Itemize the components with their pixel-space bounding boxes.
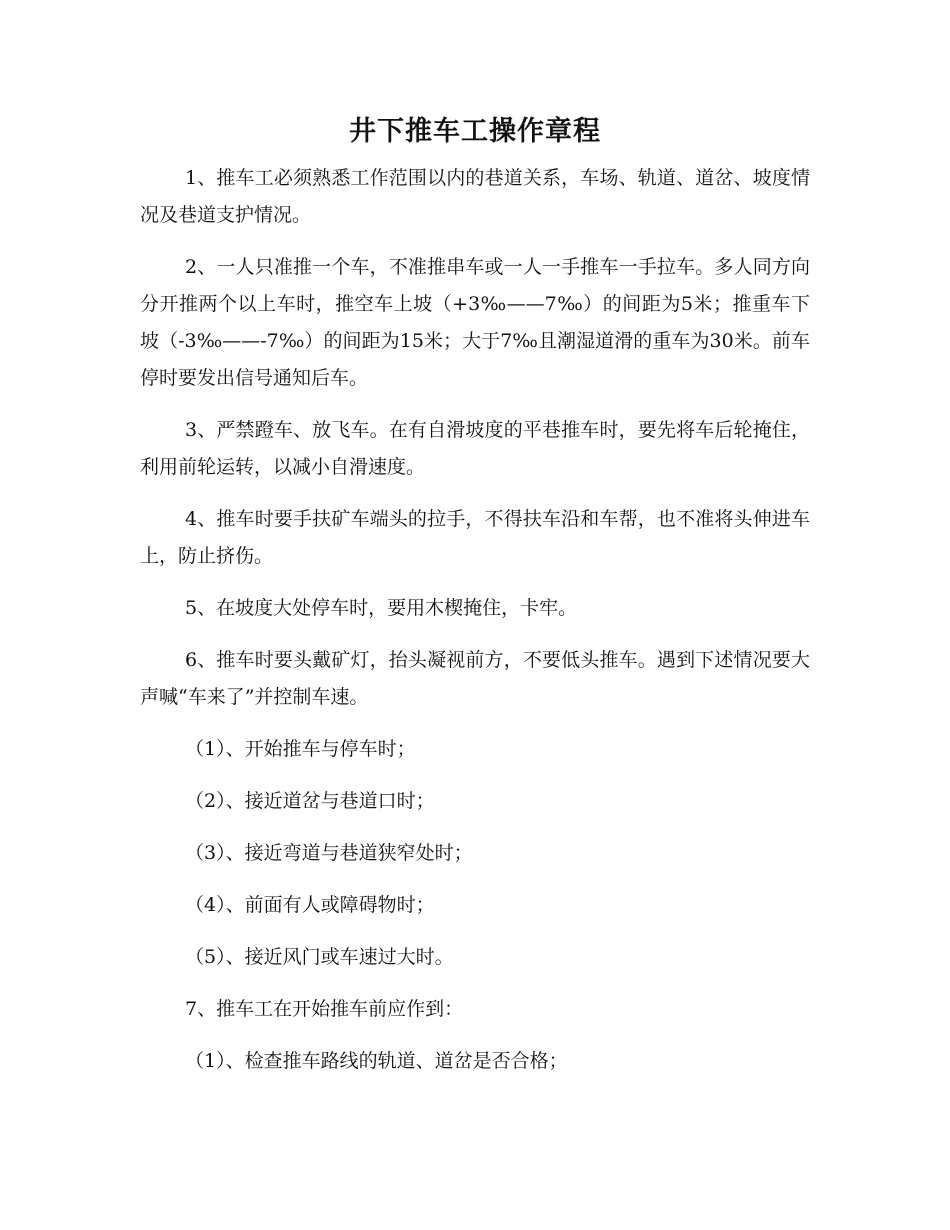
- rule-paragraph-2: 2、一人只准推一个车，不准推串车或一人一手推车一手拉车。多人同方向分开推两个以上车时，推空车上坡（+3‰——7‰）的间距为5米；推重车下坡（-3‰——-7‰）的间距为15米；大于7‰且潮湿道滑的重车为30米。前车停时要发出信号通知后车。: [140, 256, 810, 389]
- rule-paragraph-5: 5、在坡度大处停车时，要用木楔掩住，卡牢。: [185, 597, 578, 619]
- rule-paragraph-1: 1、推车工必须熟悉工作范围以内的巷道关系，车场、轨道、道岔、坡度情况及巷道支护情况。: [140, 167, 810, 226]
- sub-item-6-4: （4）、前面有人或障碍物时；: [185, 894, 435, 916]
- rule-paragraph-4: 4、推车时要手扶矿车端头的拉手，不得扶车沿和车帮，也不准将头伸进车上，防止挤伤。: [140, 508, 810, 567]
- sub-item-6-2: （2）、接近道岔与巷道口时；: [185, 790, 435, 812]
- rule-paragraph-6: 6、推车时要头戴矿灯，抬头凝视前方，不要低头推车。遇到下述情况要大声喊“车来了”并控制车速。: [140, 649, 810, 708]
- rule-paragraph-3: 3、严禁蹬车、放飞车。在有自滑坡度的平巷推车时，要先将车后轮掩住，利用前轮运转，以减小自滑速度。: [140, 419, 810, 478]
- page-title: 井下推车工操作章程: [349, 116, 601, 147]
- sub-item-7-1: （1）、检查推车路线的轨道、道岔是否合格；: [185, 1050, 568, 1072]
- rule-paragraph-7: 7、推车工在开始推车前应作到：: [185, 998, 464, 1020]
- sub-item-6-3: （3）、接近弯道与巷道狭窄处时；: [185, 842, 473, 864]
- sub-item-6-5: （5）、接近风门或车速过大时。: [185, 946, 454, 968]
- document-body: [140, 160, 810, 1095]
- sub-item-6-1: （1）、开始推车与停车时；: [185, 738, 416, 760]
